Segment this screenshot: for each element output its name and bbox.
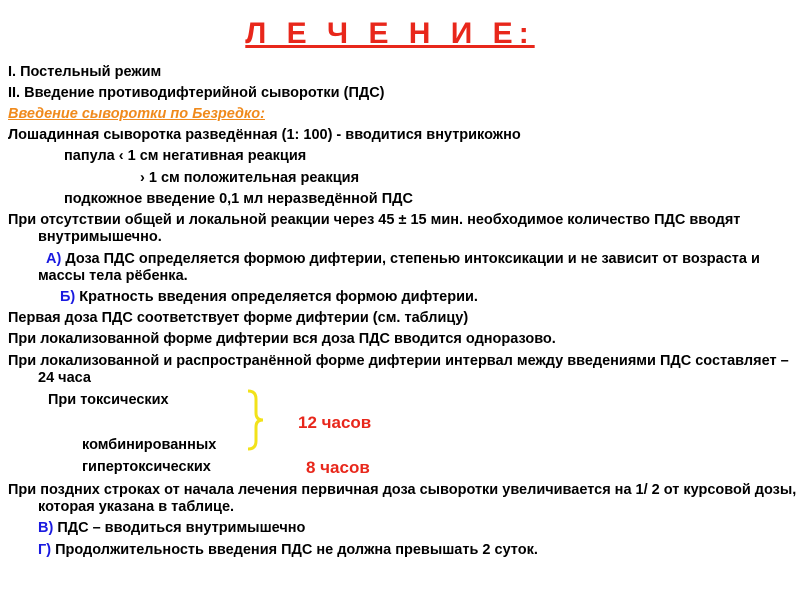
hours-12-label: 12 часов xyxy=(298,413,372,432)
combined-label: комбинированных xyxy=(82,437,217,453)
point-a-text: Доза ПДС определяется формою дифтерии, степенью интоксикации и не зависит от возраста и массы тела рёбенка. xyxy=(38,251,760,284)
curly-brace-icon xyxy=(244,389,266,451)
point-b-line xyxy=(60,289,478,306)
point-v-line xyxy=(38,520,305,537)
late-treatment-paragraph: При поздних строках от начала лечения первичная доза сыворотки увеличивается на 1/ 2 от курсовой дозы, которая указана в таблице. xyxy=(8,482,797,515)
papule-positive-line: › 1 см положительная реакция xyxy=(140,170,360,186)
first-dose-line: Первая доза ПДС соответствует форме дифтерии (см. таблицу) xyxy=(8,310,469,326)
point-v-marker: В) xyxy=(38,520,54,536)
point-g-marker: Г) xyxy=(38,542,52,558)
point-v-text: ПДС – вводиться внутримышечно xyxy=(53,520,306,536)
point-a-marker: А) xyxy=(46,251,62,267)
subcutaneous-line: подкожное введение 0,1 мл неразведённой ПДС xyxy=(64,191,413,207)
point-b-text: Кратность введения определяется формою дифтерии. xyxy=(75,289,478,305)
interval-paragraph: При локализованной и распространённой форме дифтерии интервал между введениями ПДС составляет – 24 часа xyxy=(8,353,789,386)
localized-dose-line: При локализованной форме дифтерии вся доза ПДС вводится одноразово. xyxy=(8,331,556,347)
point-b-marker: Б) xyxy=(60,289,76,305)
hypertoxic-label: гипертоксических xyxy=(82,459,211,475)
horse-serum-line: Лошадинная сыворотка разведённая (1: 100) - вводитися внутрикожно xyxy=(8,127,521,143)
hours-8-label: 8 часов xyxy=(306,458,370,477)
point-g-text: Продолжительность введения ПДС не должна превышать 2 суток. xyxy=(51,542,538,558)
papule-negative-line: папула ‹ 1 см негативная реакция xyxy=(64,148,307,164)
serum-intro-line: II. Введение противодифтерийной сыворотки (ПДС) xyxy=(8,85,385,101)
bezredko-heading: Введение сыворотки по Безредко: xyxy=(8,106,265,122)
toxic-label: При токсических xyxy=(48,392,169,408)
bed-rest-line: I. Постельный режим xyxy=(8,64,162,80)
slide-title: Л Е Ч Е Н И Е: xyxy=(245,17,535,50)
point-a-paragraph xyxy=(8,251,800,285)
point-g-line xyxy=(38,542,538,559)
no-reaction-paragraph: При отсутствии общей и локальной реакции через 45 ± 15 мин. необходимое количество ПДС вводят внутримышечно. xyxy=(8,212,741,245)
